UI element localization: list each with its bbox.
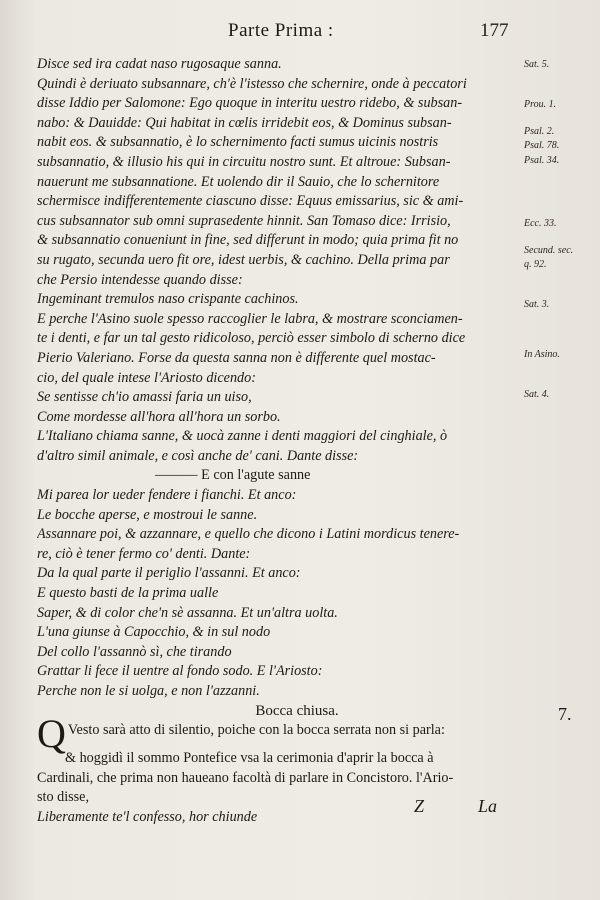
text-line: Se sentisse ch'io amassi faria un uiso,	[37, 389, 252, 406]
text-line: Grattar li fece il uentre al fondo sodo. E l'Ariosto:	[37, 663, 323, 680]
page-header	[0, 10, 600, 40]
section-heading: Bocca chiusa.	[255, 702, 339, 719]
signature-mark: Z	[414, 796, 425, 816]
text-line: ——— E con l'agute sanne	[155, 467, 311, 484]
text-line: Mi parea lor ueder fendere i fianchi. Et anco:	[37, 487, 297, 504]
text-line: & hoggidì il sommo Pontefice vsa la cerimonia d'aprir la bocca à	[65, 750, 434, 767]
text-line: L'Italiano chiama sanne, & uocà zanne i denti maggiori del cinghiale, ò	[37, 428, 448, 445]
text-line: Pierio Valeriano. Forse da questa sanna non è differente quel mostac-	[37, 349, 436, 366]
text-line: Come mordesse all'hora all'hora un sorbo.	[37, 408, 281, 425]
margin-note: Ecc. 33.	[524, 218, 557, 229]
text-line: Da la qual parte il periglio l'assanni. Et anco:	[37, 565, 301, 582]
text-line: E perche l'Asino suole spesso raccoglier le labra, & mostrare sconciamen-	[37, 310, 463, 327]
text-line: L'una giunse à Capocchio, & in sul nodo	[37, 624, 271, 641]
text-line: Liberamente te'l confesso, hor chiunde	[37, 808, 258, 825]
text-line: cio, del quale intese l'Ariosto dicendo:	[37, 369, 256, 386]
margin-note: q. 92.	[524, 259, 547, 270]
text-line: Le bocche aperse, e mostroui le sanne.	[37, 506, 258, 523]
body-text	[37, 55, 517, 828]
drop-cap: Q	[37, 711, 66, 757]
text-line: Del collo l'assannò sì, che tirando	[37, 643, 232, 660]
text-line: nabo: & Dauidde: Qui habitat in cœlis irridebit eos, & Dominus subsan-	[37, 114, 452, 131]
page-number: 177	[480, 20, 509, 41]
text-line: E questo basti de la prima ualle	[37, 585, 219, 602]
running-title: Parte Prima :	[228, 20, 334, 41]
text-line: Ingeminant tremulos naso crispante cachinos.	[37, 291, 299, 308]
text-line: nabit eos. & subsannatio, è lo schernimento facti sumus uicinis nostris	[37, 134, 439, 151]
margin-note: Psal. 2.	[524, 126, 555, 137]
margin-note: Prou. 1.	[524, 99, 557, 110]
margin-note: Sat. 4.	[524, 389, 550, 400]
text-line: Saper, & di color che'n sè assanna. Et un'altra uolta.	[37, 604, 338, 621]
text-line: Quindi è deriuato subsannare, ch'è l'istesso che schernire, onde à peccatori	[37, 75, 467, 92]
text-line: che Persio intendesse quando disse:	[37, 271, 243, 288]
margin-note: Sat. 3.	[524, 299, 550, 310]
text-line: Disce sed ira cadat naso rugosaque sanna.	[37, 56, 282, 72]
margin-note: Secund. sec.	[524, 245, 574, 256]
text-line: re, ciò è tener fermo co' denti. Dante:	[37, 545, 251, 562]
margin-note: Psal. 34.	[524, 155, 560, 166]
text-line: & subsannatio conueniunt in fine, sed differunt in modo; quia prima fit no	[37, 232, 459, 249]
text-line: su rugato, secunda uero fit ore, idest uerbis, & cachino. Della prima par	[37, 251, 450, 268]
text-line: Assannare poi, & azzannare, e quello che dicono i Latini mordicus tenere-	[37, 526, 460, 543]
side-number: 7.	[558, 704, 572, 724]
text-line: disse Iddio per Salomone: Ego quoque in interitu uestro ridebo, & subsan-	[37, 95, 463, 112]
text-line: Vesto sarà atto di silentio, poiche con la bocca serrata non si parla:	[67, 722, 445, 739]
margin-note: In Asino.	[524, 349, 560, 360]
text-line: sto disse,	[37, 789, 90, 806]
text-line: d'altro simil animale, e così anche de' cani. Dante disse:	[37, 447, 359, 464]
catchword: La	[478, 796, 498, 816]
text-line: subsannatio, & illusio his qui in circuitu nostro sunt. Et altroue: Subsan-	[37, 153, 451, 170]
text-line: Perche non le si uolga, e non l'azzanni.	[37, 683, 260, 699]
text-line: nauerunt me subsannatione. Et uolendo dir il Sauio, che lo schernitore	[37, 173, 440, 190]
margin-note: Psal. 78.	[524, 140, 560, 151]
text-line: Cardinali, che prima non haueano facoltà di parlare in Concistoro. l'Ario-	[37, 769, 454, 786]
text-line: schermisce indifferentemente ciascuno disse: Equus emissarius, sic & ami-	[37, 193, 464, 210]
last-paragraph-first-line	[37, 711, 517, 757]
text-line: cus subsannator sub omni suprasedente hinnit. San Tomaso dice: Irrisio,	[37, 212, 451, 229]
margin-note: Sat. 5.	[524, 59, 550, 70]
text-line: te i denti, e far un tal gesto ridicoloso, perciò esser simbolo di scherno dice	[37, 330, 466, 347]
